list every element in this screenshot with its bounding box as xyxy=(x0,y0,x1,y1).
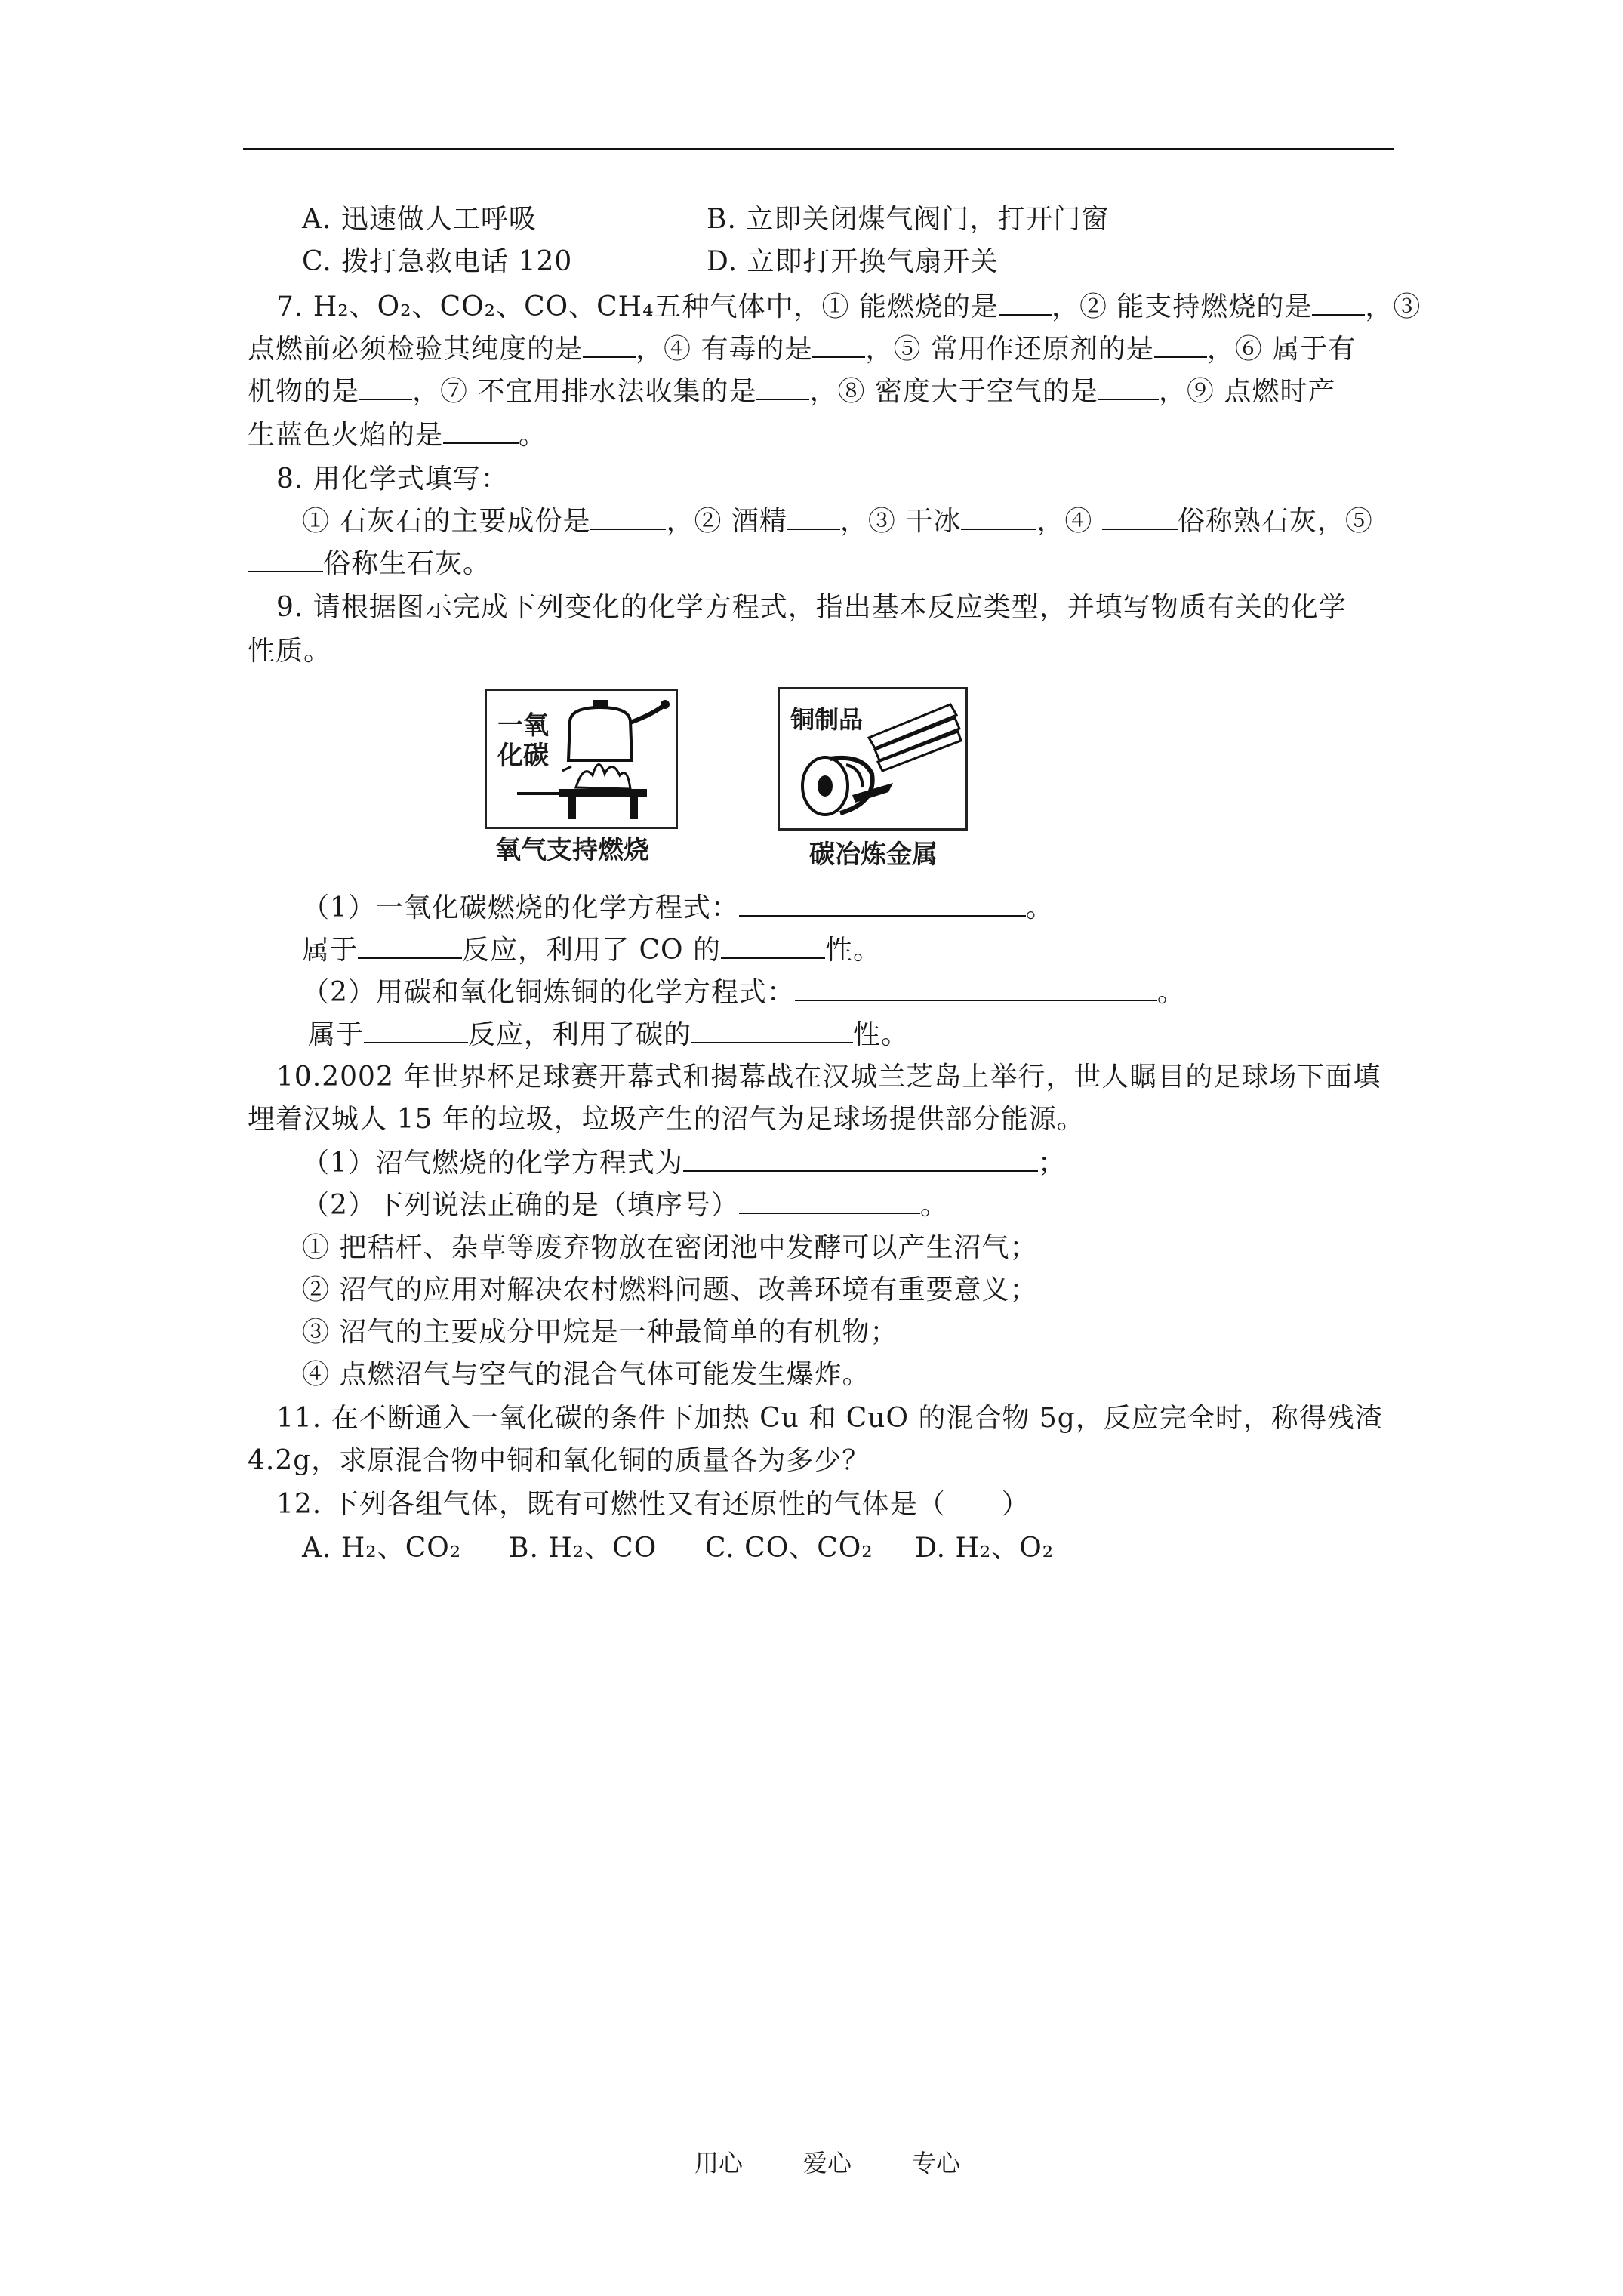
q6-option-c: C. 拨打急救电话 120 xyxy=(302,246,573,277)
q10-statement-4: ④ 点燃沼气与空气的混合气体可能发生爆炸。 xyxy=(302,1359,870,1390)
blank xyxy=(358,935,462,959)
q12-option-a: A. H₂、CO₂ xyxy=(302,1533,462,1564)
q7-line-3 xyxy=(248,374,1335,409)
figure-co-label: 一氧化碳 xyxy=(497,710,549,771)
blank xyxy=(583,334,636,358)
footer-text-2: 爱心 xyxy=(803,2149,852,2177)
q9-text: 反应，利用了碳的 xyxy=(468,1019,692,1050)
copper-products-illustration xyxy=(780,689,965,828)
q7-text: ，③ xyxy=(1365,291,1421,322)
q12-stem: 12. 下列各组气体，既有可燃性又有还原性的气体是（ ） xyxy=(276,1489,1030,1520)
blank xyxy=(590,506,666,530)
q6-option-d: D. 立即打开换气扇开关 xyxy=(707,246,999,277)
q7-text: ，⑥ 属于有 xyxy=(1206,334,1357,365)
blank xyxy=(691,1019,853,1043)
blank xyxy=(443,420,519,444)
q7-text: 。 xyxy=(519,420,547,451)
q12-option-b: B. H₂、CO xyxy=(509,1533,658,1564)
blank xyxy=(364,1019,468,1043)
q7-line-2 xyxy=(248,332,1356,367)
q9-line-1: 9. 请根据图示完成下列变化的化学方程式，指出基本反应类型，并填写物质有关的化学 xyxy=(276,592,1347,623)
figure-co-caption: 氧气支持燃烧 xyxy=(495,835,649,865)
q7-gases: H₂、O₂、CO₂、CO、CH₄五种气体中，① 能燃烧的是 xyxy=(313,291,999,322)
q7-text: ，⑤ 常用作还原剂的是 xyxy=(865,334,1154,365)
blank xyxy=(787,506,840,530)
q7-text: 点燃前必须检验其纯度的是 xyxy=(248,334,584,365)
q9-sub1 xyxy=(302,891,1054,926)
q10-statement-2: ② 沼气的应用对解决农村燃料问题、改善环境有重要意义； xyxy=(302,1274,1038,1305)
q7-line-4 xyxy=(248,418,547,453)
footer-text-1: 用心 xyxy=(694,2149,744,2177)
q7-number: 7. xyxy=(276,291,304,322)
header-rule xyxy=(243,148,1394,150)
q9-text: （2）用碳和氧化铜炼铜的化学方程式： xyxy=(302,977,795,1008)
q9-text: 。 xyxy=(1156,977,1185,1008)
page-footer xyxy=(694,2144,1021,2179)
blank xyxy=(683,1148,1038,1172)
figure-copper-label: 铜制品 xyxy=(790,705,864,734)
blank xyxy=(961,506,1036,530)
q7-text: ，⑦ 不宜用排水法收集的是 xyxy=(412,376,757,407)
q9-text: （1）一氧化碳燃烧的化学方程式： xyxy=(302,892,739,923)
blank xyxy=(999,291,1052,316)
blank xyxy=(1098,376,1159,400)
blank xyxy=(1312,291,1365,316)
q7-text: 机物的是 xyxy=(248,376,360,407)
q6-option-b: B. 立即关闭煤气阀门，打开门窗 xyxy=(707,204,1110,235)
blank xyxy=(739,1190,920,1214)
blank xyxy=(756,376,809,400)
q9-text: 属于 xyxy=(308,1019,365,1050)
q9-text: 性。 xyxy=(853,1019,910,1050)
blank xyxy=(1102,506,1178,530)
figure-co-burning xyxy=(485,689,678,829)
blank xyxy=(1154,334,1207,358)
footer-text-3: 专心 xyxy=(912,2149,961,2177)
q7-text: ，⑨ 点燃时产 xyxy=(1158,376,1336,407)
q9-text: 属于 xyxy=(302,935,359,966)
q9-text: 反应，利用了 CO 的 xyxy=(462,935,721,966)
q9-sub2-line2 xyxy=(308,1018,909,1052)
blank xyxy=(739,892,1026,917)
q9-sub1-line2 xyxy=(302,933,881,968)
q8-line-2 xyxy=(248,547,491,581)
blank xyxy=(248,548,323,572)
stove-kettle-illustration xyxy=(487,691,676,827)
q9-text: 。 xyxy=(1025,892,1054,923)
blank xyxy=(795,977,1157,1001)
blank xyxy=(359,376,412,400)
q6-option-a: A. 迅速做人工呼吸 xyxy=(302,204,537,235)
q8-text: ① 石灰石的主要成份是 xyxy=(302,506,591,537)
q9-sub2 xyxy=(302,975,1185,1010)
q11-line-1: 11. 在不断通入一氧化碳的条件下加热 Cu 和 CuO 的混合物 5g，反应完全时，称得残渣 xyxy=(276,1403,1383,1434)
q12-option-c: C. CO、CO₂ xyxy=(705,1533,873,1564)
q10-sub1 xyxy=(302,1146,1066,1181)
figure-carbon-smelting xyxy=(778,687,968,831)
q12-option-d: D. H₂、O₂ xyxy=(915,1533,1055,1564)
q10-line-2: 埋着汉城人 15 年的垃圾，垃圾产生的沼气为足球场提供部分能源。 xyxy=(248,1104,1085,1135)
q10-text: 。 xyxy=(919,1190,948,1221)
q10-text: ； xyxy=(1037,1148,1066,1179)
q10-text: （2）下列说法正确的是（填序号） xyxy=(302,1190,739,1221)
figure-carbon-caption: 碳冶炼金属 xyxy=(809,840,938,870)
q10-statement-1: ① 把秸杆、杂草等废弃物放在密闭池中发酵可以产生沼气； xyxy=(302,1232,1038,1263)
q10-text: （1）沼气燃烧的化学方程式为 xyxy=(302,1148,683,1179)
q10-line-1: 10.2002 年世界杯足球赛开幕式和揭幕战在汉城兰芝岛上举行，世人瞩目的足球场下面填 xyxy=(276,1062,1381,1093)
q8-title: 8. 用化学式填写： xyxy=(276,464,509,495)
q8-text: ，④ xyxy=(1036,506,1093,537)
q7-text: 生蓝色火焰的是 xyxy=(248,420,444,451)
q7-text: ，② 能支持燃烧的是 xyxy=(1051,291,1313,322)
q10-sub2 xyxy=(302,1188,948,1223)
q8-text: ，③ 干冰 xyxy=(839,506,962,537)
q7-line-1 xyxy=(276,290,1421,325)
q7-text: ，⑧ 密度大于空气的是 xyxy=(809,376,1098,407)
blank xyxy=(721,935,825,959)
q9-text: 性。 xyxy=(824,935,881,966)
q9-line-2: 性质。 xyxy=(248,636,332,667)
q8-line-1 xyxy=(302,504,1373,539)
q8-text: ，② 酒精 xyxy=(666,506,787,537)
q8-text: 俗称熟石灰，⑤ xyxy=(1177,506,1373,537)
q10-statement-3: ③ 沼气的主要成分甲烷是一种最简单的有机物； xyxy=(302,1317,898,1348)
q7-text: ，④ 有毒的是 xyxy=(636,334,813,365)
q11-line-2: 4.2g，求原混合物中铜和氧化铜的质量各为多少？ xyxy=(248,1445,870,1476)
q8-text: 俗称生石灰。 xyxy=(323,548,491,579)
blank xyxy=(812,334,865,358)
